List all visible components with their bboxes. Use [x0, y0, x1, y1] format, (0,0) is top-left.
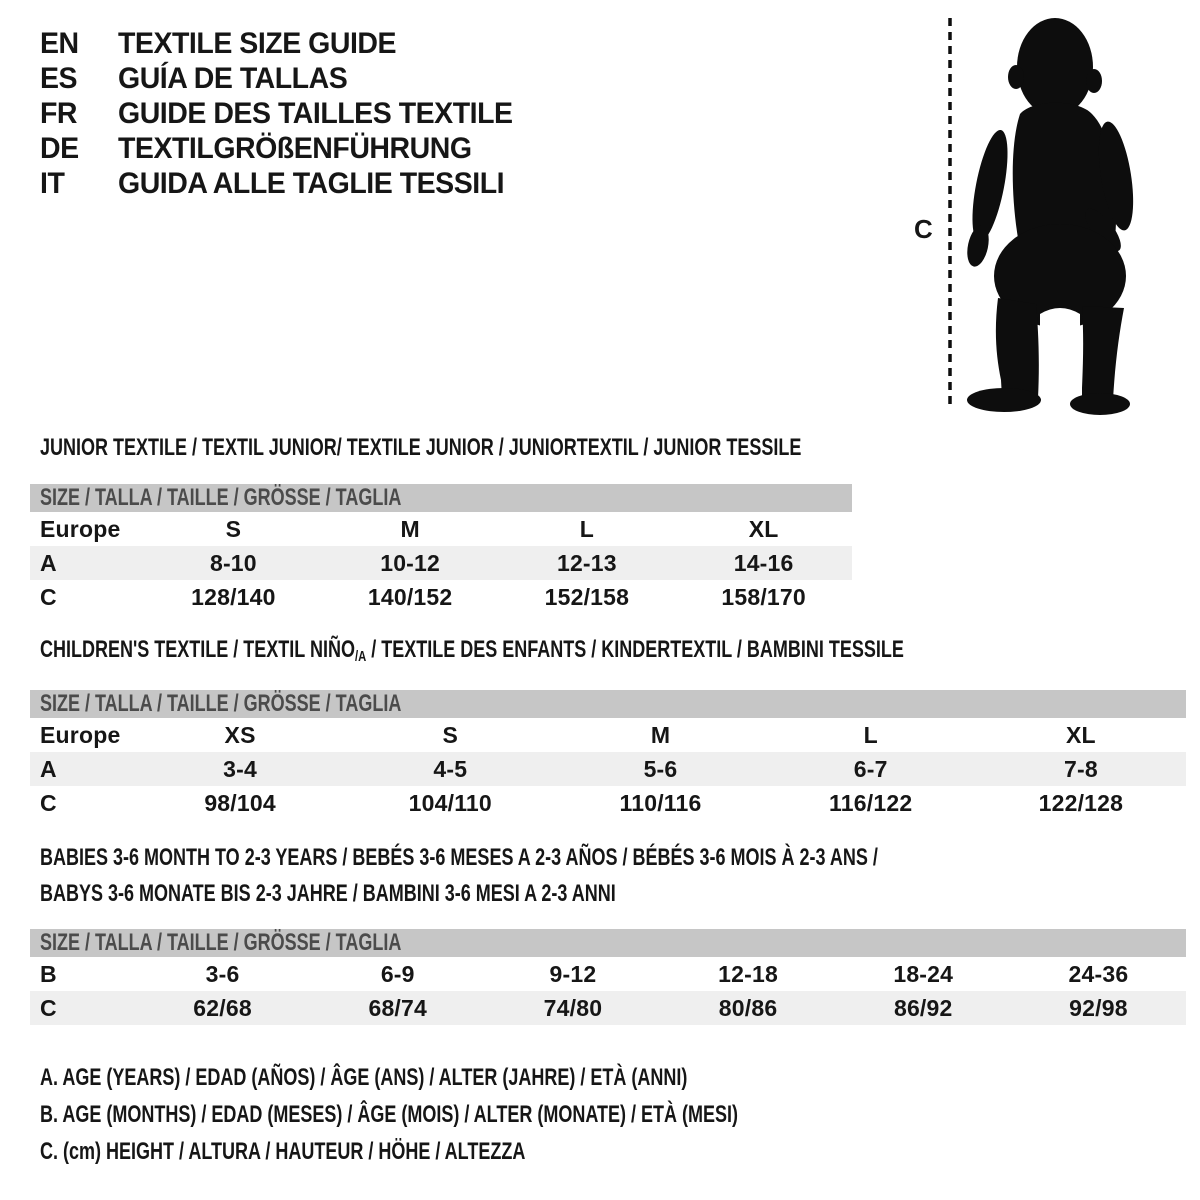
table-cell: [976, 756, 1186, 783]
table-cell: [322, 516, 499, 543]
table-cell: [345, 756, 555, 783]
row-label-cell: [30, 722, 135, 749]
toddler-silhouette-shape: [964, 18, 1140, 416]
table-cell: [310, 995, 485, 1022]
table-cell: [1011, 995, 1186, 1022]
babies-size-table: [30, 929, 1186, 1025]
table-cell: [1011, 961, 1186, 988]
cell-text: 158/170: [721, 583, 806, 610]
row-label-cell: [30, 550, 145, 577]
children-title-part2: / TEXTILE DES ENFANTS / KINDERTEXTIL / BAMBINI TESSILE: [366, 636, 904, 663]
size-header-bar: [30, 929, 1186, 957]
cell-text: 4-5: [433, 755, 468, 782]
cell-text: 8-10: [209, 549, 257, 576]
legend-height-cm: [40, 1140, 687, 1164]
size-header-text: SIZE / TALLA / TAILLE / GRÖSSE / TAGLIA: [40, 929, 402, 956]
table-cell: [836, 961, 1011, 988]
cell-text: 12-13: [556, 549, 617, 576]
cell-text: L: [863, 721, 878, 748]
cell-text: 86/92: [893, 994, 953, 1021]
guide-title-es: GUÍA DE TALLAS: [118, 61, 348, 95]
table-cell: [499, 584, 676, 611]
lang-row-it: [40, 166, 533, 201]
junior-section-title: [40, 436, 1055, 460]
cell-text: XL: [1065, 721, 1096, 748]
table-cell: [661, 961, 836, 988]
table-row: [30, 718, 1186, 752]
cell-text: 104/110: [408, 789, 492, 816]
cell-text: C: [40, 583, 57, 610]
row-label-cell: [30, 790, 135, 817]
table-cell: [135, 961, 310, 988]
lang-row-de: [40, 131, 533, 166]
cell-text: Europe: [40, 515, 121, 542]
toddler-silhouette-icon: [940, 8, 1150, 416]
children-title-sub: /A: [354, 648, 367, 665]
legend-age-months-text: B. AGE (MONTHS) / EDAD (MESES) / ÂGE (MOIS) / ALTER (MONATE) / ETÀ (MESI): [40, 1101, 738, 1128]
lang-row-en: [40, 26, 533, 61]
table-cell: [145, 516, 322, 543]
table-cell: [135, 756, 345, 783]
row-label-cell: [30, 995, 135, 1022]
cell-text: L: [579, 515, 594, 542]
junior-title-text: JUNIOR TEXTILE / TEXTIL JUNIOR/ TEXTILE JUNIOR / JUNIORTEXTIL / JUNIOR TESSILE: [40, 434, 802, 461]
table-cell: [836, 995, 1011, 1022]
cell-text: S: [442, 721, 459, 748]
table-cell: [145, 584, 322, 611]
table-cell: [766, 756, 976, 783]
table-cell: [976, 790, 1186, 817]
children-title-part1: CHILDREN'S TEXTILE / TEXTIL NIÑO: [40, 636, 355, 663]
table-row: [30, 991, 1186, 1025]
cell-text: M: [400, 515, 420, 542]
cell-text: 14-16: [733, 549, 794, 576]
table-cell: [345, 722, 555, 749]
lang-code-fr: [40, 97, 118, 131]
height-measure-figure: [900, 8, 1156, 416]
measure-label-c: C: [914, 214, 933, 244]
lang-code-de: [40, 132, 118, 166]
table-cell: [345, 790, 555, 817]
junior-size-table: [30, 484, 852, 614]
cell-text: 3-4: [223, 755, 258, 782]
lang-code-es: [40, 62, 118, 96]
row-label-cell: [30, 584, 145, 611]
cell-text: XS: [224, 721, 256, 748]
table-cell: [485, 995, 660, 1022]
cell-text: 6-9: [380, 960, 415, 987]
cell-text: 9-12: [549, 960, 597, 987]
lang-code-text: FR: [40, 96, 78, 130]
table-cell: [555, 722, 765, 749]
legend-age-years-text: A. AGE (YEARS) / EDAD (AÑOS) / ÂGE (ANS) / ALTER (JAHRE) / ETÀ (ANNI): [40, 1064, 688, 1091]
size-header-bar: [30, 690, 1186, 718]
row-label-cell: [30, 961, 135, 988]
language-title-list: [40, 26, 533, 201]
table-cell: [135, 995, 310, 1022]
cell-text: 92/98: [1069, 994, 1128, 1021]
guide-title-fr: GUIDE DES TAILLES TEXTILE: [118, 96, 513, 130]
table-cell: [555, 756, 765, 783]
cell-text: 24-36: [1068, 960, 1129, 987]
table-row: [30, 752, 1186, 786]
cell-text: Europe: [40, 721, 121, 748]
table-cell: [310, 961, 485, 988]
table-row: [30, 957, 1186, 991]
cell-text: C: [40, 994, 57, 1021]
cell-text: 140/152: [367, 583, 453, 610]
table-cell: [135, 722, 345, 749]
guide-title-en: TEXTILE SIZE GUIDE: [118, 26, 397, 60]
children-title-text: [40, 638, 904, 669]
table-cell: [322, 584, 499, 611]
lang-code-text: DE: [40, 131, 79, 165]
size-header-text: SIZE / TALLA / TAILLE / GRÖSSE / TAGLIA: [40, 690, 402, 717]
table-cell: [675, 516, 852, 543]
table-cell: [675, 550, 852, 577]
cell-text: 116/122: [829, 789, 913, 816]
table-cell: [135, 790, 345, 817]
table-cell: [499, 550, 676, 577]
lang-code-text: EN: [40, 26, 79, 60]
cell-text: 128/140: [191, 583, 276, 610]
cell-text: 10-12: [380, 549, 441, 576]
cell-text: 5-6: [643, 755, 678, 782]
lang-code-text: ES: [40, 61, 78, 95]
children-section-title: [40, 638, 1192, 669]
lang-code-en: [40, 27, 118, 61]
guide-title-de: TEXTILGRÖßENFÜHRUNG: [118, 131, 472, 165]
cell-text: 18-24: [893, 960, 954, 987]
cell-text: 7-8: [1063, 755, 1098, 782]
cell-text: 122/128: [1038, 789, 1124, 816]
cell-text: 68/74: [368, 994, 428, 1021]
cell-text: 74/80: [543, 994, 603, 1021]
cell-text: C: [40, 789, 57, 816]
cell-text: 6-7: [853, 755, 888, 782]
cell-text: A: [40, 549, 57, 576]
cell-text: XL: [748, 515, 779, 542]
table-cell: [555, 790, 765, 817]
lang-row-fr: [40, 96, 533, 131]
table-cell: [499, 516, 676, 543]
cell-text: 152/158: [544, 583, 630, 610]
lang-code-it: [40, 167, 118, 201]
table-row: [30, 546, 852, 580]
lang-code-text: IT: [40, 166, 65, 200]
cell-text: 98/104: [204, 789, 276, 816]
size-header-bar: [30, 484, 852, 512]
table-cell: [766, 790, 976, 817]
table-row: [30, 512, 852, 546]
cell-text: S: [225, 515, 242, 542]
size-header-text: SIZE / TALLA / TAILLE / GRÖSSE / TAGLIA: [40, 484, 402, 511]
babies-section-title-line1: [40, 846, 1157, 870]
cell-text: A: [40, 755, 57, 782]
children-size-table: [30, 690, 1186, 820]
legend-height-cm-text: C. (cm) HEIGHT / ALTURA / HAUTEUR / HÖHE / ALTEZZA: [40, 1138, 526, 1165]
babies-title-text-line1: BABIES 3-6 MONTH TO 2-3 YEARS / BEBÉS 3-6 MESES A 2-3 AÑOS / BÉBÉS 3-6 MOIS À 2-3 ANS /: [40, 844, 878, 871]
babies-section-title-line2: [40, 882, 808, 906]
babies-title-text-line2: BABYS 3-6 MONATE BIS 2-3 JAHRE / BAMBINI 3-6 MESI A 2-3 ANNI: [40, 880, 616, 907]
table-cell: [322, 550, 499, 577]
legend-age-months: [40, 1103, 971, 1127]
guide-title-it: GUIDA ALLE TAGLIE TESSILI: [118, 166, 505, 200]
table-cell: [976, 722, 1186, 749]
table-row: [30, 786, 1186, 820]
cell-text: B: [40, 960, 57, 987]
cell-text: M: [650, 721, 671, 748]
row-label-cell: [30, 516, 145, 543]
cell-text: 62/68: [193, 994, 252, 1021]
table-row: [30, 580, 852, 614]
lang-row-es: [40, 61, 533, 96]
cell-text: 3-6: [205, 960, 240, 987]
table-cell: [675, 584, 852, 611]
table-cell: [766, 722, 976, 749]
row-label-cell: [30, 756, 135, 783]
cell-text: 80/86: [718, 994, 778, 1021]
table-cell: [485, 961, 660, 988]
table-cell: [145, 550, 322, 577]
cell-text: 110/116: [619, 789, 702, 816]
cell-text: 12-18: [718, 960, 778, 987]
legend-age-years: [40, 1066, 903, 1090]
table-cell: [661, 995, 836, 1022]
